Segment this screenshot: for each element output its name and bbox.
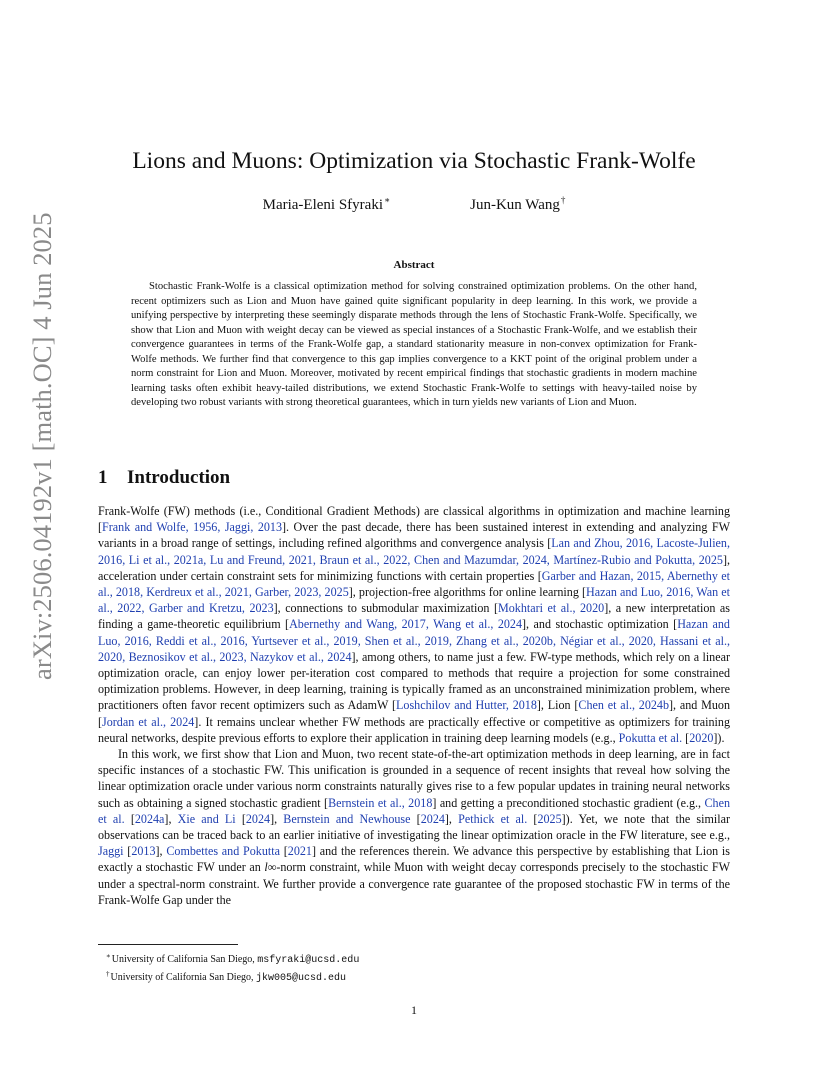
citation-link[interactable]: Mokhtari et al., 2020	[498, 601, 605, 616]
author-email: jkw005@ucsd.edu	[256, 972, 347, 984]
l-infinity-norm-symbol: l∞	[264, 860, 277, 875]
citation-link[interactable]: Hazan and Luo, 2016, Wan et al., 2022, Garber and Kretzu, 2023	[98, 585, 730, 616]
footnote-1: ∗University of California San Diego, msfyraki@ucsd.edu	[106, 952, 360, 966]
citation-link[interactable]: Garber and Hazan, 2015, Abernethy et al., 2018, Kerdreux et al., 2021, Garber, 2023, 2025	[98, 568, 730, 600]
author-1: Maria-Eleni Sfyraki∗	[262, 195, 391, 213]
citation-link[interactable]: Pokutta et al.	[618, 730, 683, 745]
citation-link[interactable]: Pethick et al.	[458, 811, 528, 826]
citation-link[interactable]: Bernstein et al., 2018	[328, 795, 433, 810]
intro-paragraph-2: In this work, we first show that Lion and Muon, two recent state-of-the-art optimization methods in deep learning, are in fact specific instances of a stochastic FW. This unification is grounded in a sequence of recent insights that reveal how solving the linear optimization oracle under various norm constraints naturally gives rise to a few popular updates in training neural networks such as obtaining a signed stochastic gradient [Bernstein et al., 2018] and getting a preconditioned stochastic gradient (e.g., Chen et al. [2024a], Xie and Li [2024], Bernstein and Newhouse [2024], Pethick et al. [2025]). Yet, we note that the similar observations can be traced back to an earlier initiative of investigating the linear optimization oracle in the FW literature, see e.g., Jaggi [2013], Combettes and Pokutta [2021] and the references therein. We advance this perspective by establishing that Lion is exactly a stochastic FW under an l∞-norm constraint, while Muon with weight decay corresponds precisely to the stochastic FW under a spectral-norm constraint. We further provide a convergence rate guarantee of the proposed stochastic FW in terms of the Frank-Wolfe Gap under the	[98, 747, 731, 907]
abstract-text: Stochastic Frank-Wolfe is a classical optimization method for solving constrained optimization problems. On the other hand, recent optimizers such as Lion and Muon have gained quite significant popularity in deep learning. In this work, we provide a unifying perspective by interpreting these seemingly disparate methods through the lens of Stochastic Frank-Wolfe. Specifically, we show that Lion and Muon with weight decay can be viewed as special instances of a Stochastic Frank-Wolfe, and we establish their convergence guarantees in terms of the Frank-Wolfe gap, a standard stationarity measure in non-convex optimization for Frank-Wolfe methods. We further find that convergence to this gap implies convergence to a KKT point of the original problem under a norm constraint for Lion and Muon. Moreover, motivated by recent empirical findings that stochastic gradients in modern machine learning tasks often exhibit heavy-tailed distributions, we extend Stochastic Frank-Wolfe to settings with heavy-tailed noise by developing two robust variants with strong theoretical guarantees, which in turn yields new variants of Lion and Muon.	[131, 281, 697, 408]
footnote-2: †University of California San Diego, jkw005@ucsd.edu	[106, 969, 347, 984]
author-2: Jun-Kun Wang†	[470, 195, 566, 213]
page-number: 1	[411, 1003, 417, 1017]
citation-link[interactable]: Jaggi	[98, 844, 124, 859]
footnote-divider	[98, 944, 238, 945]
section-heading-introduction: 1 Introduction	[98, 467, 231, 488]
citation-link[interactable]: Lan and Zhou, 2016, Lacoste-Julien, 2016, Li et al., 2021a, Lu and Freund, 2021, Braun et al., 2022, Chen and Mazumdar, 2024, Martínez-Rubio and Pokutta, 2025	[98, 536, 730, 567]
abstract-heading: Abstract	[393, 259, 435, 271]
citation-link[interactable]: 2024a	[134, 811, 165, 826]
citation-link[interactable]: Chen et al., 2024b	[578, 698, 670, 713]
citation-link[interactable]: Abernethy and Wang, 2017, Wang et al., 2024	[289, 617, 523, 632]
footnotes	[98, 950, 698, 985]
citation-link[interactable]: Loshchilov and Hutter, 2018	[396, 698, 537, 713]
citation-link[interactable]: Jordan et al., 2024	[102, 714, 195, 729]
citation-link[interactable]: 2024	[420, 811, 445, 826]
citation-link[interactable]: Bernstein and Newhouse	[283, 811, 411, 826]
citation-link[interactable]: Hazan and Luo, 2016, Reddi et al., 2016, Yurtsever et al., 2019, Shen et al., 2019, Zhang et al., 2020b, Négiar et al., 2020, Hassani et al., 2020, Beznosikov et al., 2023, Nazykov et al., 2024	[98, 617, 730, 664]
arxiv-identifier-stamp: arXiv:2506.04192v1 [math.OC] 4 Jun 2025	[27, 212, 57, 680]
citation-link[interactable]: 2020	[689, 730, 714, 745]
paper-title: Lions and Muons: Optimization via Stochastic Frank-Wolfe	[132, 148, 696, 174]
author-email: msfyraki@ucsd.edu	[257, 955, 360, 966]
introduction-body	[98, 503, 730, 908]
citation-link[interactable]: Frank and Wolfe, 1956, Jaggi, 2013	[102, 520, 283, 535]
citation-link[interactable]: 2024	[245, 811, 271, 826]
author-list	[0, 190, 828, 215]
citation-link[interactable]: 2025	[537, 811, 562, 826]
intro-paragraph-1: Frank-Wolfe (FW) methods (i.e., Conditional Gradient Methods) are classical algorithms in optimization and machine learning [Frank and Wolfe, 1956, Jaggi, 2013]. Over the past decade, there has been sustained interest in extending and analyzing FW variants in a broad range of settings, including refined algorithms and convergence analysis [Lan and Zhou, 2016, Lacoste-Julien, 2016, Li et al., 2021a, Lu and Freund, 2021, Braun et al., 2022, Chen and Mazumdar, 2024, Martínez-Rubio and Pokutta, 2025], acceleration under certain constraint sets for minimizing functions with certain properties [Garber and Hazan, 2015, Abernethy et al., 2018, Kerdreux et al., 2021, Garber, 2023, 2025], projection-free algorithms for online learning [Hazan and Luo, 2016, Wan et al., 2022, Garber and Kretzu, 2023], connections to submodular maximization [Mokhtari et al., 2020], a new interpretation as finding a game-theoretic equilibrium [Abernethy and Wang, 2017, Wang et al., 2024], and stochastic optimization [Hazan and Luo, 2016, Reddi et al., 2016, Yurtsever et al., 2019, Shen et al., 2019, Zhang et al., 2020b, Négiar et al., 2020, Hassani et al., 2020, Beznosikov et al., 2023, Nazykov et al., 2024], among others, to name just a few. FW-type methods, which rely on a linear optimization oracle, can enjoy lower per-iteration cost compared to methods that require a projection for some constrained optimization problems. However, in deep learning, training is typically framed as an unconstrained minimization problem, where practitioners often favor recent optimizers such as AdamW [Loshchilov and Hutter, 2018], Lion [Chen et al., 2024b], and Muon [Jordan et al., 2024]. It remains unclear whether FW methods are practically effective or competitive as optimizers for training neural networks, despite previous efforts to explore their application in training deep learning models (e.g., Pokutta et al. [2020]).	[98, 504, 731, 745]
citation-link[interactable]: Combettes and Pokutta	[166, 844, 280, 859]
citation-link[interactable]: Chen et al.	[98, 795, 731, 826]
citation-link[interactable]: 2013	[131, 844, 156, 859]
citation-link[interactable]: 2021	[287, 844, 312, 859]
citation-link[interactable]: Xie and Li	[177, 811, 236, 826]
